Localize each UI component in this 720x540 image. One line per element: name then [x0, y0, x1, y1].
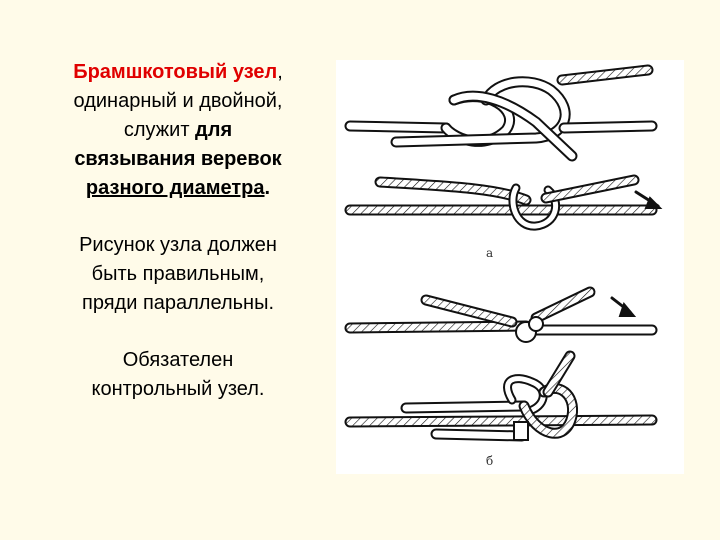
text-line-4-underlined: разного диаметра [85, 177, 265, 199]
text-line-2-plain: служит [123, 119, 196, 141]
text-line-2-bold: для [195, 119, 233, 141]
knot-step-2 [350, 180, 660, 226]
para2-line-2: быть правильным, [91, 263, 265, 285]
description-text [28, 58, 328, 404]
para3-line-2: контрольный узел. [91, 378, 265, 400]
knot-step-4 [350, 356, 652, 440]
figure-label-a: a [486, 246, 494, 260]
knot-drawing [336, 60, 684, 474]
para2-line-3: пряди параллельны. [81, 292, 275, 314]
title-comma: , [277, 61, 283, 83]
knot-step-1 [350, 70, 652, 156]
title-line [28, 58, 328, 87]
knot-illustration [336, 60, 684, 474]
text-line-3: связывания веревок [74, 148, 282, 170]
figure-label-b: б [486, 454, 494, 468]
knot-step-3 [350, 292, 652, 342]
knot-title: Брамшкотовый узел [73, 61, 278, 83]
para2-line-1: Рисунок узла должен [79, 234, 277, 256]
text-line-1: одинарный и двойной, [73, 90, 283, 112]
text-line-4 [28, 174, 328, 203]
text-line-2 [28, 116, 328, 145]
para3-line-1: Обязателен [122, 349, 234, 371]
text-line-4-dot: . [264, 177, 271, 199]
